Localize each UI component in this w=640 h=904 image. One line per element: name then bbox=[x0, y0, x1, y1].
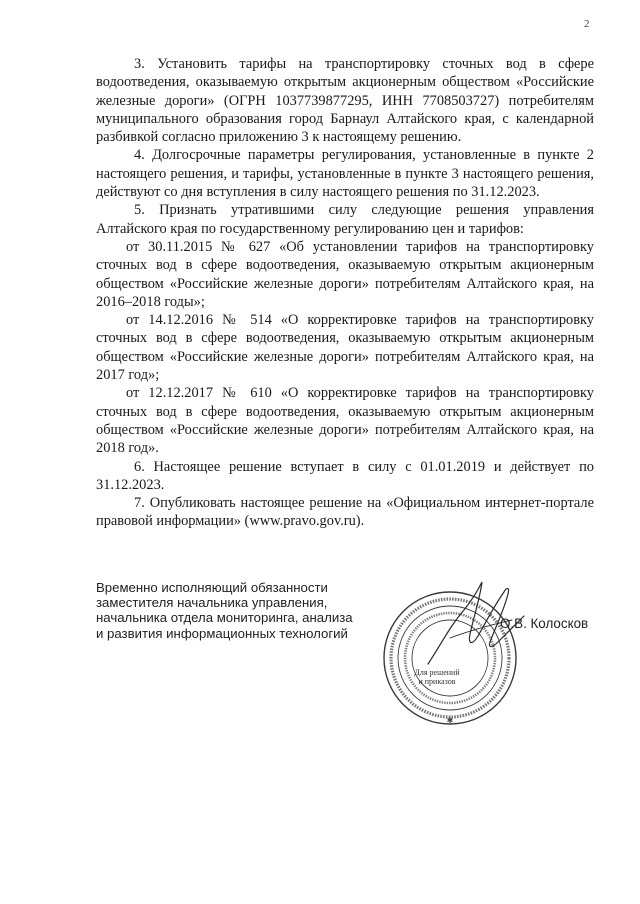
stamp-star-icon: ✱ bbox=[446, 716, 454, 725]
signatory-name: О.В. Колосков bbox=[500, 616, 589, 631]
paragraph-3: 3. Установить тарифы на транспортировку сточных вод в сфере водоотведения, оказываемую открытым акционерным обществом «Российские железные дороги» (ОГРН 1037739877295, ИНН 7708503727) потребителям муниципального образования город Барнаул Алтайского края, с календарной разбивкой согласно приложению 3 к настоящему решению. bbox=[96, 56, 594, 146]
position-line: заместителя начальника управления, bbox=[96, 595, 328, 611]
revoked-decision-2015: от 30.11.2015 № 627 «Об установлении тарифов на транспортировку сточных вод в сфере водоотведения, оказываемую открытым акционерным обществом «Российские железные дороги» потребителям Алтайского края, на 2016–2018 годы»; bbox=[96, 238, 594, 310]
position-line: и развития информационных технологий bbox=[96, 625, 348, 641]
paragraph-5: 5. Признать утратившими силу следующие решения управления Алтайского края по государственному регулированию цен и тарифов: bbox=[96, 202, 594, 237]
paragraph-6: 6. Настоящее решение вступает в силу с 01.01.2019 и действует по 31.12.2023. bbox=[96, 458, 594, 493]
stamp-label-line: Для решений bbox=[414, 668, 460, 677]
position-line: Временно исполняющий обязанности bbox=[96, 580, 328, 595]
document-body bbox=[96, 55, 594, 531]
paragraph-7: 7. Опубликовать настоящее решение на «Официальном интернет-портале правовой информации» (www.pravo.gov.ru). bbox=[96, 495, 594, 530]
revoked-decision-2017: от 12.12.2017 № 610 «О корректировке тарифов на транспортировку сточных вод в сфере водоотведения, оказываемую открытым акционерным обществом «Российские железные дороги» потребителям Алтайского края, на 2018 год». bbox=[96, 385, 594, 457]
revoked-decision-2016: от 14.12.2016 № 514 «О корректировке тарифов на транспортировку сточных вод в сфере водоотведения, оказываемую открытым акционерным обществом «Российские железные дороги» потребителям Алтайского края, на 2017 год»; bbox=[96, 312, 594, 384]
position-line: начальника отдела мониторинга, анализа bbox=[96, 610, 353, 626]
page-number: 2 bbox=[584, 18, 590, 30]
signatory-position bbox=[96, 580, 396, 641]
stamp-label-line: и приказов bbox=[418, 677, 456, 686]
paragraph-4: 4. Долгосрочные параметры регулирования, установленные в пункте 2 настоящего решения, и тарифы, установленные в пункте 3 настоящего решения, действуют со дня вступления в силу настоящего решения по 31.12.2023. bbox=[96, 147, 594, 201]
